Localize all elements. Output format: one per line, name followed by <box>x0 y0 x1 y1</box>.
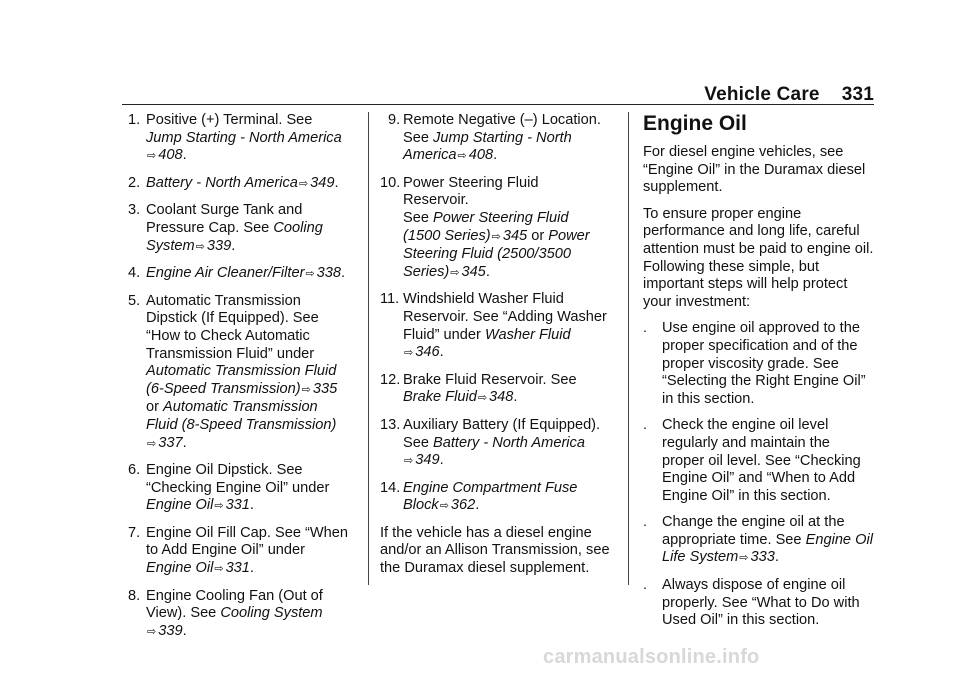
page-reference[interactable]: 331 <box>225 497 250 514</box>
page-reference[interactable]: 408 <box>468 147 494 164</box>
cross-reference-link[interactable]: Power Steering Fluid <box>433 209 569 226</box>
list-item: 13. Auxiliary Battery (If Equipped). See Battery - North America ⇨ 349. <box>380 416 601 469</box>
arrow-icon: ⇨ <box>301 383 311 396</box>
arrow-icon: ⇨ <box>214 500 224 513</box>
arrow-icon: ⇨ <box>305 268 315 281</box>
page-reference[interactable]: 345 <box>461 263 486 280</box>
page-reference[interactable]: 346 <box>415 344 440 361</box>
cross-reference-link[interactable]: Automatic Transmission <box>163 399 318 416</box>
diesel-note: If the vehicle has a diesel engine and/or an Allison Transmission, see the Duramax diesel supplement. <box>380 524 610 577</box>
arrow-icon: ⇨ <box>147 625 157 638</box>
list-item: 8. Engine Cooling Fan (Out of View). See Cooling System ⇨ 339. <box>128 587 323 639</box>
arrow-icon: ⇨ <box>491 230 501 243</box>
section-title: Vehicle Care <box>704 84 820 105</box>
list-item: 3. Coolant Surge Tank and Pressure Cap. See Cooling System⇨ 339. <box>128 202 323 254</box>
list-item: 10. Power Steering Fluid Reservoir. See Power Steering Fluid (1500 Series)⇨ 345 or Power Steering Fluid (2500/3500 Series)⇨ 345. <box>380 174 590 280</box>
cross-reference-link[interactable]: Fluid (8-Speed Transmission) <box>146 416 337 433</box>
page-reference[interactable]: 337 <box>158 434 183 451</box>
paragraph: For diesel engine vehicles, see “Engine Oil” in the Duramax diesel supplement. <box>643 144 866 196</box>
bullet-icon: . <box>643 319 647 336</box>
watermark: carmanualsonline.info <box>543 646 760 668</box>
list-item: 1. Positive (+) Terminal. See Jump Starting - North America ⇨ 408. <box>128 112 342 164</box>
arrow-icon: ⇨ <box>450 266 460 279</box>
bullet-icon: . <box>643 576 647 593</box>
page-reference[interactable]: 348 <box>489 389 514 406</box>
bullet-item: . Check the engine oil level regularly and maintain the proper oil level. See “Checking Engine Oil” and “When to Add Engine Oil” in this section. <box>643 416 861 504</box>
cross-reference-link[interactable]: Series) <box>403 263 450 280</box>
bullet-item: . Always dispose of engine oil properly. See “What to Do with Used Oil” in this section. <box>643 576 860 629</box>
cross-reference-link[interactable]: Life System <box>662 549 739 566</box>
arrow-icon: ⇨ <box>404 347 414 360</box>
cross-reference-link[interactable]: Steering Fluid (2500/3500 <box>403 246 571 263</box>
page-reference[interactable]: 335 <box>312 380 338 397</box>
arrow-icon: ⇨ <box>214 563 224 576</box>
cross-reference-link[interactable]: Power <box>548 227 590 244</box>
list-item: 11. Windshield Washer Fluid Reservoir. See “Adding Washer Fluid” under Washer Fluid ⇨ 346. <box>380 291 607 361</box>
cross-reference-link[interactable]: Jump Starting - North <box>433 129 572 146</box>
arrow-icon: ⇨ <box>477 392 488 405</box>
list-item: 14. Engine Compartment Fuse Block⇨ 362. <box>380 479 578 514</box>
list-item: 7. Engine Oil Fill Cap. See “When to Add Engine Oil” under Engine Oil⇨ 331. <box>128 524 348 577</box>
page-number: 331 <box>841 84 874 105</box>
arrow-icon: ⇨ <box>298 177 309 190</box>
page-reference[interactable]: 338 <box>316 265 342 282</box>
page-reference[interactable]: 345 <box>502 227 528 244</box>
cross-reference-link[interactable]: Engine Oil <box>146 560 214 577</box>
cross-reference-link[interactable]: Brake Fluid <box>403 389 477 406</box>
cross-reference-link[interactable]: Battery - North America <box>146 174 298 191</box>
cross-reference-link[interactable]: Block <box>403 497 439 514</box>
column-divider <box>628 112 629 585</box>
page-header <box>704 84 874 106</box>
cross-reference-link[interactable]: (1500 Series) <box>403 227 491 244</box>
list-item: 5. Automatic Transmission Dipstick (If Equipped). See “How to Check Automatic Transmission Fluid” under Automatic Transmission Fluid (6-Speed Transmission)⇨ 335 or Automatic Transmission Fluid (8-Speed Transmission) ⇨ 337. <box>128 292 338 451</box>
page-reference[interactable]: 331 <box>225 560 250 577</box>
bullet-icon: . <box>643 416 647 433</box>
list-item: 9. Remote Negative (–) Location. See Jump Starting - North America⇨ 408. <box>388 112 601 164</box>
page-reference[interactable]: 362 <box>450 497 476 514</box>
page-reference[interactable]: 339 <box>158 622 183 639</box>
header-rule <box>122 104 874 105</box>
cross-reference-link[interactable]: Washer Fluid <box>484 326 571 343</box>
list-item: 6. Engine Oil Dipstick. See “Checking Engine Oil” under Engine Oil⇨ 331. <box>128 462 330 514</box>
cross-reference-link[interactable]: Engine Oil <box>805 531 873 548</box>
list-item: 2. Battery - North America⇨ 349. <box>128 174 339 191</box>
bullet-icon: . <box>643 513 647 530</box>
cross-reference-link[interactable]: System <box>146 237 195 254</box>
arrow-icon: ⇨ <box>457 150 467 163</box>
cross-reference-link[interactable]: Engine Compartment Fuse <box>403 479 578 496</box>
list-item: 4. Engine Air Cleaner/Filter⇨ 338. <box>128 265 346 282</box>
cross-reference-link[interactable]: Engine Air Cleaner/Filter <box>146 265 305 282</box>
paragraph: To ensure proper engine performance and long life, careful attention must be paid to engine oil. Following these simple, but important steps will help protect your investment: <box>643 205 874 310</box>
arrow-icon: ⇨ <box>195 240 205 253</box>
arrow-icon: ⇨ <box>404 455 414 468</box>
arrow-icon: ⇨ <box>147 150 157 163</box>
page-reference[interactable]: 408 <box>158 147 183 164</box>
bullet-item: . Change the engine oil at the appropriate time. See Engine Oil Life System⇨ 333. <box>643 513 873 566</box>
list-item: 12. Brake Fluid Reservoir. See Brake Fluid⇨ 348. <box>380 371 577 406</box>
page-reference[interactable]: 349 <box>310 174 335 191</box>
bullet-item: . Use engine oil approved to the proper specification and of the proper viscosity grade. See “Selecting the Right Engine Oil” in this section. <box>643 319 866 407</box>
page-reference[interactable]: 333 <box>750 549 775 566</box>
cross-reference-link[interactable]: Automatic Transmission Fluid <box>146 363 337 380</box>
cross-reference-link[interactable]: Engine Oil <box>146 497 214 514</box>
page-reference[interactable]: 349 <box>415 452 440 469</box>
section-heading: Engine Oil <box>643 112 747 135</box>
cross-reference-link[interactable]: Battery - North America <box>433 434 585 451</box>
cross-reference-link[interactable]: Cooling <box>273 219 323 236</box>
arrow-icon: ⇨ <box>147 437 157 450</box>
arrow-icon: ⇨ <box>739 552 749 565</box>
cross-reference-link[interactable]: America <box>403 147 457 164</box>
cross-reference-link[interactable]: Jump Starting - North America <box>146 129 342 146</box>
arrow-icon: ⇨ <box>439 500 449 513</box>
column-3 <box>643 112 883 639</box>
column-divider <box>368 112 369 585</box>
page-reference[interactable]: 339 <box>206 237 232 254</box>
cross-reference-link[interactable]: Cooling System <box>220 605 323 622</box>
column-1 <box>128 112 358 650</box>
cross-reference-link[interactable]: (6-Speed Transmission) <box>146 380 301 397</box>
column-2 <box>380 112 618 587</box>
